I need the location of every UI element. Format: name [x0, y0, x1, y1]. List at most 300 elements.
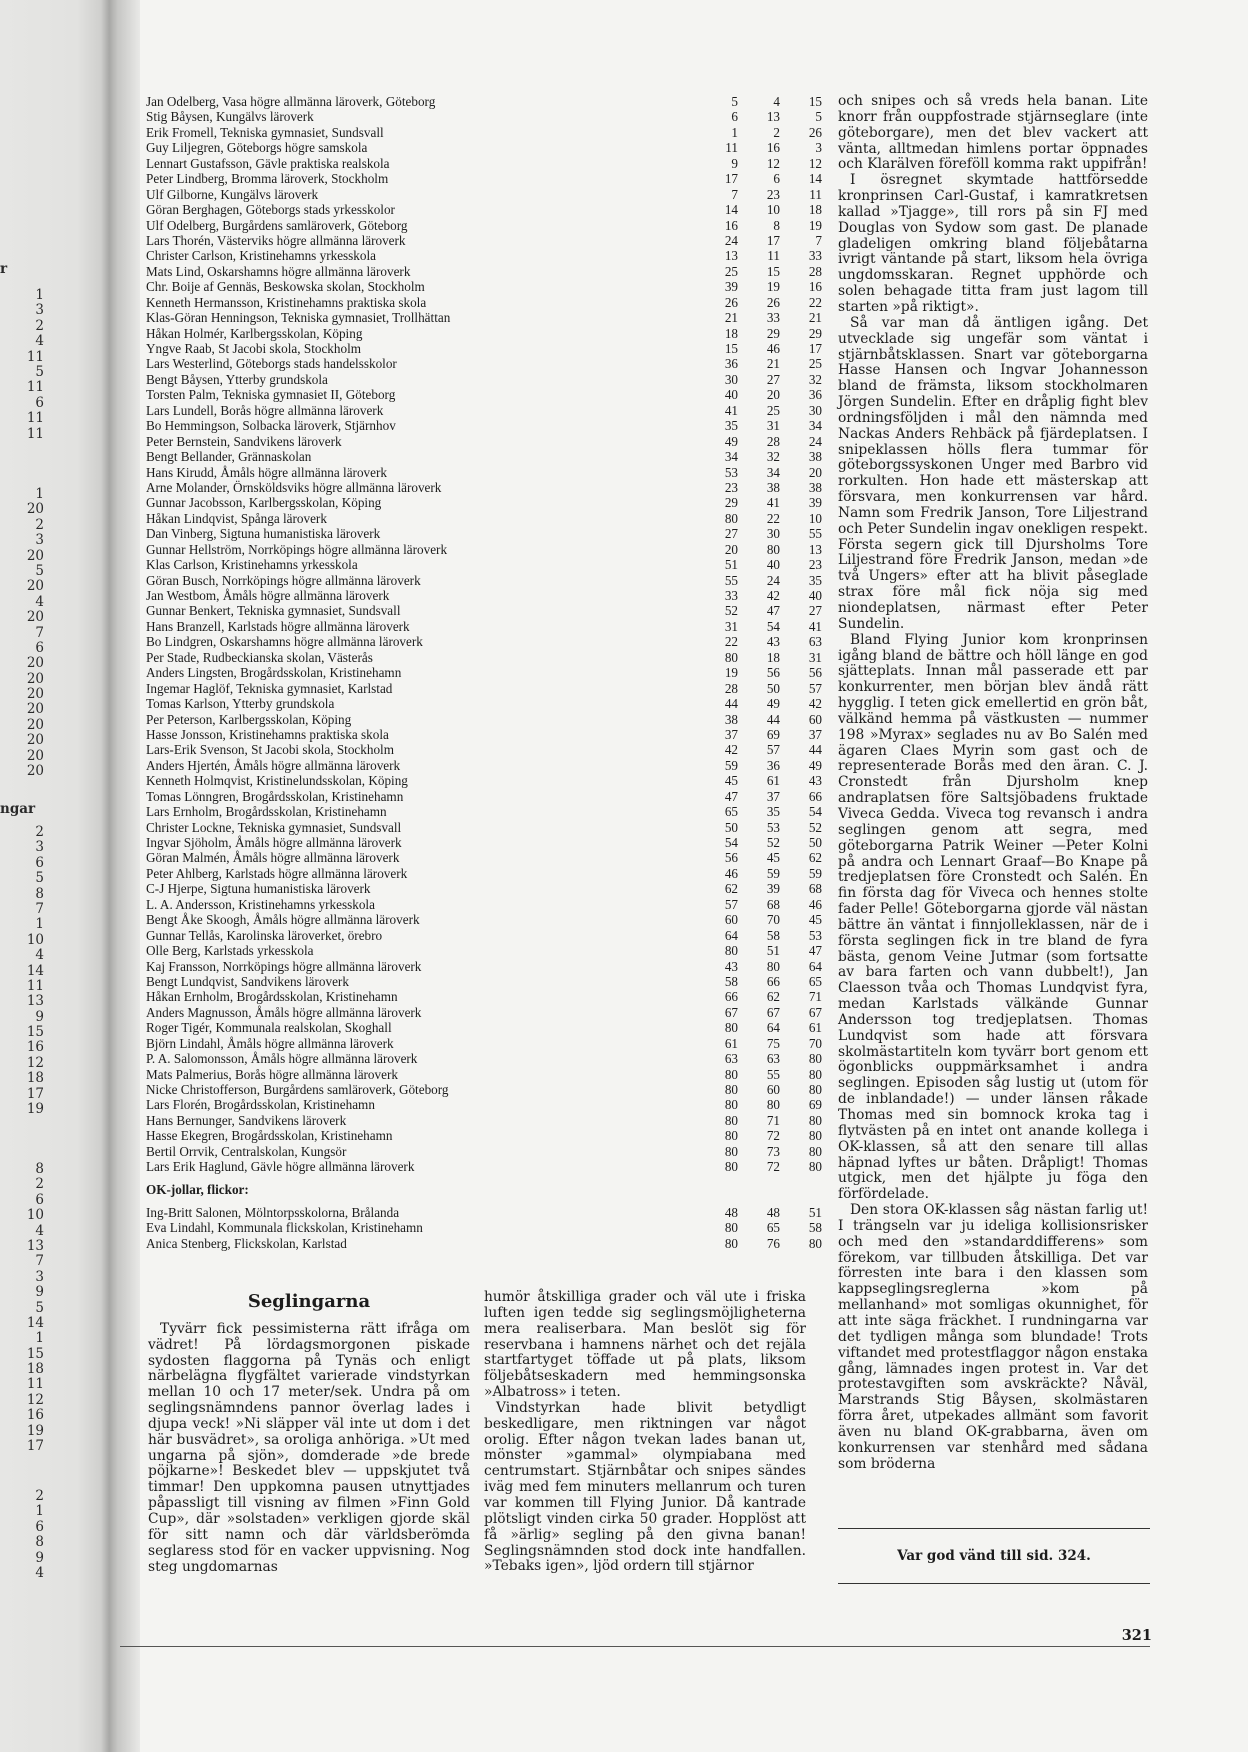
article-paragraph: Vindstyrkan hade blivit betydligt beskedligare, men riktningen var något orolig. Efter någon tvekan lades banan ut, mönster »gammal» olympiabana med centrumstart. Stjärnbåtar och snipes sändes iväg med fem minuters mellanrum och turen var kommen till Flying Junior. Då kantrade plötsligt vinden cirka 50 grader. Hopplöst att få »ärlig» segling på den givna banan! Seglingsnämnden stod dock inte handfallen. »Tebaks igen», ljöd ordern till stjärnor	[484, 1399, 806, 1575]
results-table	[146, 94, 822, 1251]
race-placing-r3: 62	[808, 850, 822, 866]
race-placing-r3: 59	[808, 865, 822, 881]
race-placing-r2: 59	[766, 865, 780, 881]
previous-page-number: 6	[35, 1518, 44, 1535]
race-placing-r1: 23	[724, 479, 738, 495]
previous-page-number: 9	[35, 1008, 44, 1025]
race-placing-r1: 53	[724, 464, 738, 480]
previous-page-number: 11	[26, 977, 44, 994]
competitor-name-school: Ingemar Haglöf, Tekniska gymnasiet, Karlstad	[146, 680, 393, 696]
competitor-name-school: Christer Lockne, Tekniska gymnasiet, Sundsvall	[146, 819, 402, 835]
article-paragraph: och snipes och så vreds hela banan. Lite knorr från ouppfostrade stjärnseglare (inte göteborgare), men det blev vackert att vänta, alltmedan himlens portar öppnades och Klarälven föreföll komma rakt uppifrån!	[838, 93, 1148, 173]
previous-page-number: 17	[26, 1085, 44, 1102]
race-placing-r1: 60	[724, 912, 738, 928]
competitor-name-school: Erik Fromell, Tekniska gymnasiet, Sundsvall	[146, 124, 384, 140]
race-placing-r3: 52	[808, 819, 822, 835]
previous-page-number: 4	[35, 1564, 44, 1581]
race-placing-r3: 15	[808, 94, 822, 109]
previous-page-number: 11	[26, 425, 44, 442]
race-placing-r1: 57	[724, 896, 738, 912]
competitor-name-school: Hans Kirudd, Åmåls högre allmänna läroverk	[146, 464, 387, 480]
result-row	[146, 881, 822, 896]
competitor-name-school: Bo Hemmingson, Solbacka läroverk, Stjärnhov	[146, 418, 396, 434]
race-placing-r2: 80	[766, 1097, 780, 1113]
previous-page-number: 9	[35, 1549, 44, 1566]
race-placing-r3: 30	[808, 402, 822, 418]
previous-page-number: 4	[35, 947, 44, 964]
competitor-name-school: Jan Westbom, Åmåls högre allmänna läroverk	[146, 588, 390, 603]
race-placing-r1: 67	[724, 1004, 738, 1020]
race-placing-r2: 36	[766, 757, 780, 773]
result-row	[146, 434, 822, 449]
race-placing-r2: 6	[773, 171, 780, 187]
race-placing-r3: 71	[808, 989, 822, 1005]
race-placing-r3: 7	[815, 232, 822, 248]
race-placing-r1: 51	[724, 557, 738, 573]
race-placing-r2: 48	[766, 1204, 780, 1220]
result-row	[146, 1036, 822, 1051]
result-row	[146, 542, 822, 557]
race-placing-r3: 80	[808, 1128, 822, 1144]
race-placing-r3: 47	[808, 943, 822, 959]
race-placing-r3: 41	[808, 618, 822, 634]
race-placing-r1: 52	[724, 603, 738, 619]
race-placing-r2: 4	[773, 94, 780, 109]
result-row	[146, 943, 822, 958]
result-row	[146, 418, 822, 433]
race-placing-r2: 46	[766, 341, 780, 356]
result-row	[146, 1020, 822, 1035]
race-placing-r3: 3	[815, 140, 822, 156]
competitor-name-school: Håkan Ernholm, Brogårdsskolan, Kristinehamn	[146, 989, 398, 1005]
race-placing-r2: 47	[766, 603, 780, 619]
result-row	[146, 480, 822, 495]
race-placing-r1: 48	[724, 1204, 738, 1220]
race-placing-r3: 18	[808, 202, 822, 218]
competitor-name-school: Chr. Boije af Gennäs, Beskowska skolan, Stockholm	[146, 279, 425, 295]
competitor-name-school: Bengt Båysen, Ytterby grundskola	[146, 371, 328, 387]
race-placing-r1: 26	[724, 294, 738, 310]
previous-page-number: 20	[26, 686, 44, 703]
race-placing-r3: 37	[808, 726, 822, 742]
race-placing-r3: 64	[808, 958, 822, 974]
race-placing-r1: 80	[724, 1143, 738, 1159]
race-placing-r2: 66	[766, 973, 780, 989]
previous-page-number: 10	[26, 931, 44, 948]
race-placing-r2: 69	[766, 726, 780, 742]
result-row	[146, 233, 822, 248]
previous-page-number: 5	[35, 870, 44, 887]
result-row	[146, 619, 822, 634]
competitor-name-school: Håkan Lindqvist, Spånga läroverk	[146, 510, 327, 526]
result-row	[146, 1128, 822, 1143]
competitor-name-school: Bengt Lundqvist, Sandvikens läroverk	[146, 973, 349, 989]
race-placing-r3: 29	[808, 325, 822, 341]
competitor-name-school: Peter Bernstein, Sandvikens läroverk	[146, 433, 342, 449]
result-row	[146, 171, 822, 186]
race-placing-r1: 80	[724, 1159, 738, 1175]
article-paragraph: Så var man då äntligen igång. Det utvecklade sig ungefär som väntat i stjärnbåtsklassen. Snart var göteborgarna Hasse Hansen och Ingvar Johannesson bland de främsta, liksom stockholmaren Jörgen Sundelin. Efter en dråplig fight blev ordningsföljden i mål den nämnda med Nackas Anders Rehbäck på fjärdeplatsen. I snipeklassen hölls flera tummar för göteborgssyskonen Unger med Barbro vid rorkulten. Hon hade ett mästerskap att försvara, men konkurrensen var hård. Namn som Fredrik Janson, Tore Liljestrand och Peter Sundelin ingav onekligen respekt. Första segern gick till Djursholms Tore Liljestrand före Fredrik Janson, medan »de två Ungers» efter att ha blivit påseglade strax före mål fick nöja sig med niondeplatsen, närmast efter Peter Sundelin.	[838, 314, 1148, 632]
result-row	[146, 912, 822, 927]
article-paragraph: Tyvärr fick pessimisterna rätt ifråga om vädret! På lördagsmorgonen piskade sydosten flaggorna på Tynäs och enligt närbelägna flygfältet varierade vindstyrkan mellan 10 och 17 meter/sek. Undra på om seglingsnämndens pannor överlag lades i djupa veck! »Ni släpper väl inte ut dom i det här busvädret», sa oroliga anhöriga. »Ut med ungarna på sjön», domderade »de brede pöjkarne»! Beskedet blev — uppskjutet två timmar! Den uppkomna pausen utnyttjades påpassligt till visning av filmen »Finn Gold Cup», där »solstaden» verkligen gjorde skäl för sitt namn och där världsberömda seglaress stod för en vacker uppvisning. Nog steg ungdomarnas	[148, 1320, 470, 1575]
article-column-left	[148, 1290, 470, 1575]
competitor-name-school: Bo Lindgren, Oskarshamns högre allmänna läroverk	[146, 634, 423, 650]
result-row	[146, 712, 822, 727]
race-placing-r1: 62	[724, 881, 738, 897]
competitor-name-school: Jan Odelberg, Vasa högre allmänna läroverk, Göteborg	[146, 94, 436, 109]
competitor-name-school: Lars Westerlind, Göteborgs stads handelsskolor	[146, 356, 397, 372]
previous-page-margin	[0, 0, 44, 1752]
competitor-name-school: C-J Hjerpe, Sigtuna humanistiska läroverk	[146, 881, 371, 897]
race-placing-r1: 63	[724, 1051, 738, 1067]
competitor-name-school: Tomas Karlson, Ytterby grundskola	[146, 696, 335, 712]
competitor-name-school: Yngve Raab, St Jacobi skola, Stockholm	[146, 341, 362, 356]
race-placing-r1: 45	[724, 773, 738, 789]
competitor-name-school: Gunnar Benkert, Tekniska gymnasiet, Sundsvall	[146, 603, 401, 619]
race-placing-r3: 26	[808, 124, 822, 140]
race-placing-r2: 43	[766, 634, 780, 650]
race-placing-r1: 35	[724, 418, 738, 434]
race-placing-r3: 44	[808, 742, 822, 758]
page-number: 321	[1121, 1627, 1152, 1644]
previous-page-number: 14	[26, 1314, 44, 1331]
previous-page-number: 4	[35, 333, 44, 350]
race-placing-r3: 22	[808, 294, 822, 310]
competitor-name-school: Nicke Christofferson, Burgårdens samläroverk, Göteborg	[146, 1082, 449, 1097]
race-placing-r3: 70	[808, 1035, 822, 1051]
race-placing-r1: 56	[724, 850, 738, 866]
result-row	[146, 326, 822, 341]
previous-page-number: 4	[35, 1222, 44, 1239]
previous-page-number: 13	[26, 1237, 44, 1254]
previous-page-number: 7	[35, 624, 44, 641]
race-placing-r1: 27	[724, 526, 738, 542]
race-placing-r3: 12	[808, 155, 822, 171]
competitor-name-school: Gunnar Tellås, Karolinska läroverket, örebro	[146, 927, 383, 943]
race-placing-r2: 18	[766, 649, 780, 665]
result-row	[146, 681, 822, 696]
previous-page-number: 15	[26, 1024, 44, 1041]
previous-page-number: 20	[26, 655, 44, 672]
race-placing-r2: 52	[766, 835, 780, 850]
race-placing-r2: 60	[766, 1082, 780, 1097]
competitor-name-school: Ingvar Sjöholm, Åmåls högre allmänna läroverk	[146, 835, 402, 850]
previous-page-number: 1	[35, 1330, 44, 1347]
race-placing-r2: 37	[766, 788, 780, 804]
race-placing-r1: 21	[724, 310, 738, 326]
competitor-name-school: Per Peterson, Karlbergsskolan, Köping	[146, 711, 352, 727]
competitor-name-school: Klas Carlson, Kristinehamns yrkesskola	[146, 557, 358, 573]
race-placing-r2: 50	[766, 680, 780, 696]
result-row	[146, 1236, 822, 1251]
race-placing-r1: 65	[724, 804, 738, 820]
race-placing-r3: 65	[808, 973, 822, 989]
race-placing-r1: 80	[724, 1097, 738, 1113]
previous-page-number: 11	[26, 379, 44, 396]
race-placing-r3: 63	[808, 634, 822, 650]
competitor-name-school: Ulf Gilborne, Kungälvs läroverk	[146, 186, 319, 202]
result-row	[146, 634, 822, 649]
race-placing-r1: 47	[724, 788, 738, 804]
result-row	[146, 758, 822, 773]
competitor-name-school: P. A. Salomonsson, Åmåls högre allmänna läroverk	[146, 1051, 418, 1067]
race-placing-r2: 67	[766, 1004, 780, 1020]
race-placing-r2: 72	[766, 1128, 780, 1144]
race-placing-r1: 5	[731, 94, 738, 109]
race-placing-r2: 61	[766, 773, 780, 789]
race-placing-r3: 17	[808, 341, 822, 356]
race-placing-r2: 15	[766, 263, 780, 279]
race-placing-r3: 21	[808, 310, 822, 326]
result-row	[146, 156, 822, 171]
previous-page-number: 5	[35, 1299, 44, 1316]
competitor-name-school: Lars Florén, Brogårdsskolan, Kristinehamn	[146, 1097, 375, 1113]
competitor-name-school: Hasse Jonsson, Kristinehamns praktiska skola	[146, 726, 389, 742]
result-row	[146, 218, 822, 233]
race-placing-r3: 53	[808, 927, 822, 943]
previous-page-number: 20	[26, 716, 44, 733]
race-placing-r1: 18	[724, 325, 738, 341]
competitor-name-school: Ing-Britt Salonen, Mölntorpsskolorna, Brålanda	[146, 1204, 400, 1220]
race-placing-r2: 38	[766, 479, 780, 495]
race-placing-r1: 37	[724, 726, 738, 742]
race-placing-r2: 12	[766, 155, 780, 171]
previous-page-number: 2	[35, 1488, 44, 1504]
competitor-name-school: Gunnar Jacobsson, Karlbergsskolan, Köping	[146, 495, 382, 511]
previous-page-number: 14	[26, 962, 44, 979]
race-placing-r1: 19	[724, 665, 738, 681]
result-row	[146, 1144, 822, 1159]
previous-page-number: 10	[26, 1207, 44, 1224]
competitor-name-school: Christer Carlson, Kristinehamns yrkesskola	[146, 248, 377, 264]
race-placing-r2: 11	[767, 248, 780, 264]
previous-page-number: 12	[26, 1391, 44, 1408]
race-placing-r1: 66	[724, 989, 738, 1005]
race-placing-r2: 55	[766, 1066, 780, 1082]
race-placing-r1: 80	[724, 649, 738, 665]
notice-top-rule	[838, 1528, 1150, 1529]
competitor-name-school: Per Stade, Rudbeckianska skolan, Västerås	[146, 649, 373, 665]
race-placing-r1: 14	[724, 202, 738, 218]
race-placing-r2: 39	[766, 881, 780, 897]
race-placing-r3: 25	[808, 356, 822, 372]
result-row	[146, 465, 822, 480]
previous-page-number: 12	[26, 1054, 44, 1071]
result-row	[146, 310, 822, 325]
girls-section-title: OK-jollar, flickor:	[146, 1181, 249, 1197]
race-placing-r1: 22	[724, 634, 738, 650]
race-placing-r2: 42	[766, 588, 780, 603]
previous-page-number: 1	[35, 1503, 44, 1520]
race-placing-r2: 62	[766, 989, 780, 1005]
previous-page-number: 3	[35, 302, 44, 319]
previous-page-number-group	[0, 1162, 44, 1454]
competitor-name-school: Lars Lundell, Borås högre allmänna läroverk	[146, 402, 384, 418]
race-placing-r3: 51	[808, 1204, 822, 1220]
race-placing-r3: 39	[808, 495, 822, 511]
race-placing-r3: 43	[808, 773, 822, 789]
notice-bottom-rule	[838, 1583, 1150, 1584]
result-row	[146, 94, 822, 109]
previous-page-number: 6	[35, 1191, 44, 1208]
result-row	[146, 1097, 822, 1112]
race-placing-r1: 11	[725, 140, 738, 156]
result-row	[146, 372, 822, 387]
previous-page-number: 16	[26, 1039, 44, 1056]
race-placing-r1: 15	[724, 341, 738, 356]
previous-page-number: 8	[35, 885, 44, 902]
previous-page-number: 9	[35, 1284, 44, 1301]
previous-page-number: 2	[35, 824, 44, 840]
race-placing-r3: 80	[808, 1082, 822, 1097]
race-placing-r2: 13	[766, 109, 780, 125]
article-paragraph: Bland Flying Junior kom kronprinsen igång bland de bättre och höll länge en god sjätteplats. Innan mål passerade ett par konkurrenter, men början blev ändå rätt hygglig. I teten gick emellertid en grön båt, välkänd hemma på västkusten — nummer 198 »Myrax» seglades nu av Bo Salén med ägaren Claes Myrin som gast och de representerade Borås med den äran. C. J. Cronstedt från Djursholm knep andraplatsen före Saltsjöbadens fruktade Viveca Gedda. Viveca tog revansch i andra seglingen genom att segra, med göteborgarna Patrik Weiner —Peter Kolni på andra och Lennart Graaf—Bo Knape på tredjeplatsen före Cronstedt och Salén. En fin första dag för Viveca och hennes stolte fader Pelle! Göteborgarna gjorde väl nästan bättre än väntat i finnjolleklassen, när de i första seglingen fick in tre bland de fyra bästa, genom Veine Jutmar (som fortsatte av bara farten och vann dubbelt!), Jan Claesson tvåa och Thomas Lundqvist fyra, medan Karlstads välkände Gunnar Andersson tog tredjeplatsen. Thomas Lundqvist som hade att försvara skolmästartiteln kom tyvärr bort genom ett ögonblicks ouppmärksamhet i andra seglingen. Episoden såg lustig ut (utom för de inblandade!) — under länsen råkade Thomas med sin bomnock kroka tag i flytvästen på en intet ont anande kollega i OK-klassen, så att den senare till allas häpnad lyftes ur båten. Dråpligt! Thomas utgick, men det hjälpte ju föga den förfördelade.	[838, 631, 1148, 1203]
race-placing-r1: 80	[724, 1220, 738, 1236]
race-placing-r2: 53	[766, 819, 780, 835]
race-placing-r1: 31	[724, 618, 738, 634]
result-row	[146, 248, 822, 263]
competitor-name-school: Lars Ernholm, Brogårdsskolan, Kristinehamn	[146, 804, 387, 820]
race-placing-r2: 56	[766, 665, 780, 681]
result-row	[146, 603, 822, 618]
competitor-name-school: Håkan Holmér, Karlbergsskolan, Köping	[146, 325, 363, 341]
race-placing-r2: 54	[766, 618, 780, 634]
previous-page-number: 15	[26, 1345, 44, 1362]
race-placing-r2: 72	[766, 1159, 780, 1175]
competitor-name-school: Hans Branzell, Karlstads högre allmänna läroverk	[146, 618, 410, 634]
previous-page-number: 20	[26, 670, 44, 687]
race-placing-r2: 24	[766, 572, 780, 588]
race-placing-r2: 80	[766, 541, 780, 557]
previous-page-number: 1	[35, 287, 44, 303]
race-placing-r3: 14	[808, 171, 822, 187]
race-placing-r1: 16	[724, 217, 738, 233]
race-placing-r3: 13	[808, 541, 822, 557]
competitor-name-school: Anders Lingsten, Brogårdsskolan, Kristinehamn	[146, 665, 402, 681]
race-placing-r1: 25	[724, 263, 738, 279]
competitor-name-school: Arne Molander, Örnsköldsviks högre allmänna läroverk	[146, 479, 442, 495]
article-paragraph: I ösregnet skymtade hattförsedde kronprinsen Carl-Gustaf, i kamratkretsen kallad »Tjagge», till rors på sin FJ med Douglas von Sydow som gast. De planade gladeligen omkring bland följebåtarna ivrigt väntande på start, liksom hela övriga ungdomsskaran. Regnet upphörde och solen behagade titta fram just lagom till starten »på riktigt».	[838, 172, 1148, 315]
competitor-name-school: L. A. Andersson, Kristinehamns yrkesskola	[146, 896, 375, 912]
previous-page-number-group	[0, 825, 44, 1117]
race-placing-r2: 80	[766, 958, 780, 974]
race-placing-r2: 64	[766, 1020, 780, 1036]
previous-page-number: 3	[35, 532, 44, 549]
race-placing-r3: 5	[815, 109, 822, 125]
previous-page-number: 2	[35, 516, 44, 533]
previous-page-number: 8	[35, 1161, 44, 1177]
previous-page-number: 5	[35, 562, 44, 579]
race-placing-r1: 50	[724, 819, 738, 835]
race-placing-r3: 32	[808, 371, 822, 387]
race-placing-r3: 45	[808, 912, 822, 928]
competitor-name-school: Björn Lindahl, Åmåls högre allmänna läroverk	[146, 1035, 394, 1051]
previous-page-number: 1	[35, 916, 44, 933]
race-placing-r2: 70	[766, 912, 780, 928]
race-placing-r3: 80	[808, 1235, 822, 1251]
previous-page-number: 11	[26, 348, 44, 365]
race-placing-r3: 23	[808, 557, 822, 573]
article-column-middle	[484, 1290, 806, 1575]
result-row	[146, 356, 822, 371]
race-placing-r3: 55	[808, 526, 822, 542]
article-paragraph: humör åtskilliga grader och väl ute i friska luften igen tedde sig seglingsmöjligheterna mera realiserbara. Man beslöt sig för reservbana i hamnens närhet och det rejäla startfartyget töffade ut på plats, liksom följebåtseskadern med hemmingsonska »Albatross» i teten.	[484, 1289, 806, 1401]
race-placing-r1: 30	[724, 371, 738, 387]
race-placing-r2: 40	[766, 557, 780, 573]
race-placing-r1: 6	[731, 109, 738, 125]
race-placing-r3: 24	[808, 433, 822, 449]
result-row	[146, 187, 822, 202]
competitor-name-school: Anders Hjertén, Åmåls högre allmänna läroverk	[146, 757, 401, 773]
race-placing-r1: 39	[724, 279, 738, 295]
race-placing-r1: 44	[724, 696, 738, 712]
result-row	[146, 804, 822, 819]
race-placing-r2: 33	[766, 310, 780, 326]
competitor-name-school: Torsten Palm, Tekniska gymnasiet II, Göteborg	[146, 387, 396, 403]
girls-results-rows	[146, 1205, 822, 1251]
previous-page-number: 2	[35, 317, 44, 334]
race-placing-r3: 57	[808, 680, 822, 696]
continued-notice: Var god vänd till sid. 324.	[897, 1548, 1091, 1564]
competitor-name-school: Guy Liljegren, Göteborgs högre samskola	[146, 140, 368, 156]
race-placing-r1: 24	[724, 232, 738, 248]
race-placing-r3: 19	[808, 217, 822, 233]
race-placing-r3: 68	[808, 881, 822, 897]
race-placing-r1: 49	[724, 433, 738, 449]
result-row	[146, 341, 822, 356]
race-placing-r2: 23	[766, 186, 780, 202]
race-placing-r1: 55	[724, 572, 738, 588]
result-row	[146, 1067, 822, 1082]
result-row	[146, 526, 822, 541]
race-placing-r1: 36	[724, 356, 738, 372]
race-placing-r2: 2	[773, 124, 780, 140]
result-row	[146, 820, 822, 835]
result-row	[146, 1113, 822, 1128]
result-row	[146, 403, 822, 418]
previous-page-number: 3	[35, 1268, 44, 1285]
competitor-name-school: Stig Båysen, Kungälvs läroverk	[146, 109, 314, 125]
race-placing-r2: 20	[766, 387, 780, 403]
previous-page-number: 6	[35, 854, 44, 871]
previous-page-number: 19	[26, 1422, 44, 1439]
race-placing-r3: 34	[808, 418, 822, 434]
article-continuation-column	[838, 94, 1148, 1472]
competitor-name-school: Bengt Åke Skoogh, Åmåls högre allmänna läroverk	[146, 912, 420, 928]
competitor-name-school: Anders Magnusson, Åmåls högre allmänna läroverk	[146, 1004, 422, 1020]
race-placing-r1: 38	[724, 711, 738, 727]
previous-page-number: 8	[35, 1534, 44, 1551]
race-placing-r2: 8	[773, 217, 780, 233]
race-placing-r3: 50	[808, 835, 822, 850]
previous-page-number: 17	[26, 1438, 44, 1455]
result-row	[146, 974, 822, 989]
previous-page-number: 5	[35, 363, 44, 380]
competitor-name-school: Anica Stenberg, Flickskolan, Karlstad	[146, 1235, 347, 1251]
race-placing-r2: 49	[766, 696, 780, 712]
race-placing-r2: 30	[766, 526, 780, 542]
previous-page-number: 13	[26, 993, 44, 1010]
race-placing-r3: 46	[808, 896, 822, 912]
previous-page-number: 20	[26, 763, 44, 780]
result-row	[146, 866, 822, 881]
result-row	[146, 387, 822, 402]
race-placing-r2: 21	[766, 356, 780, 372]
race-placing-r1: 80	[724, 510, 738, 526]
competitor-name-school: Hans Bernunger, Sandvikens läroverk	[146, 1112, 347, 1128]
previous-page-number: 20	[26, 547, 44, 564]
result-row	[146, 125, 822, 140]
